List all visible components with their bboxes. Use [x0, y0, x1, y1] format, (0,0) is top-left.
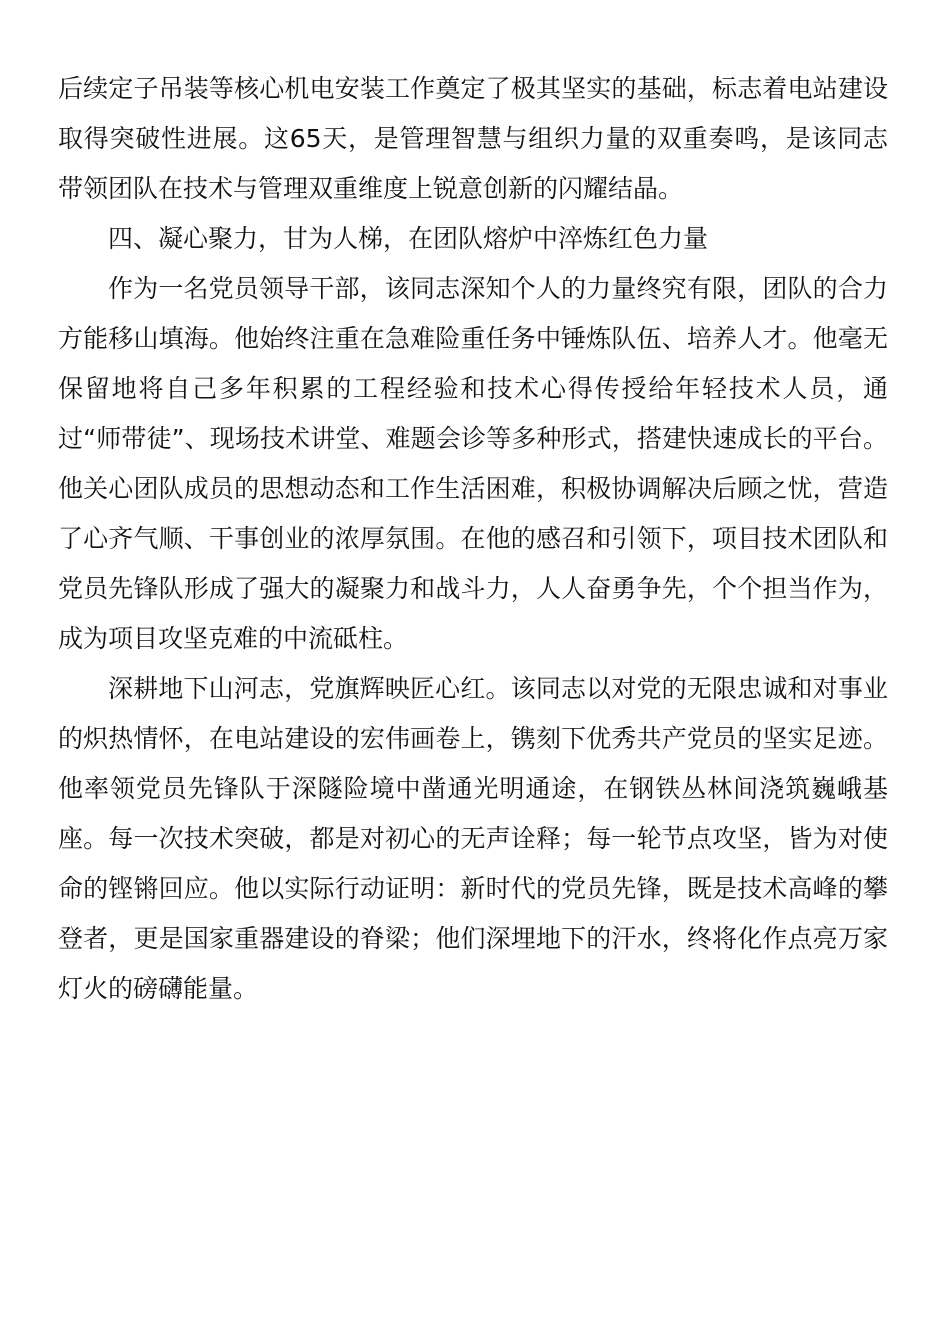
paragraph-team-building: 作为一名党员领导干部，该同志深知个人的力量终究有限，团队的合力方能移山填海。他始终注重在急难险重任务中锤炼队伍、培养人才。他毫无保留地将自己多年积累的工程经验和技术心得传授给年轻技术人员，通过“师带徒”、现场技术讲堂、难题会诊等多种形式，搭建快速成长的平台。他关心团队成员的思想动态和工作生活困难，积极协调解决后顾之忧，营造了心齐气顺、干事创业的浓厚氛围。在他的感召和引领下，项目技术团队和党员先锋队形成了强大的凝聚力和战斗力，人人奋勇争先，个个担当作为，成为项目攻坚克难的中流砥柱。 — [58, 274, 888, 653]
paragraph-continuation: 后续定子吊装等核心机电安装工作奠定了极其坚实的基础，标志着电站建设取得突破性进展。这65天，是管理智慧与组织力量的双重奏鸣，是该同志带领团队在技术与管理双重维度上锐意创新的闪耀结晶。 — [58, 74, 888, 203]
paragraph-conclusion: 深耕地下山河志，党旗辉映匠心红。该同志以对党的无限忠诚和对事业的炽热情怀，在电站建设的宏伟画卷上，镌刻下优秀共产党员的坚实足迹。他率领党员先锋队于深隧险境中凿通光明通途，在钢铁丛林间浇筑巍峨基座。每一次技术突破，都是对初心的无声诠释；每一轮节点攻坚，皆为对使命的铿锵回应。他以实际行动证明：新时代的党员先锋，既是技术高峰的攀登者，更是国家重器建设的脊梁；他们深埋地下的汗水，终将化作点亮万家灯火的磅礴能量。 — [58, 674, 888, 1003]
document-page — [58, 64, 888, 1014]
section-heading: 四、凝心聚力，甘为人梯，在团队熔炉中淬炼红色力量 — [108, 224, 709, 253]
